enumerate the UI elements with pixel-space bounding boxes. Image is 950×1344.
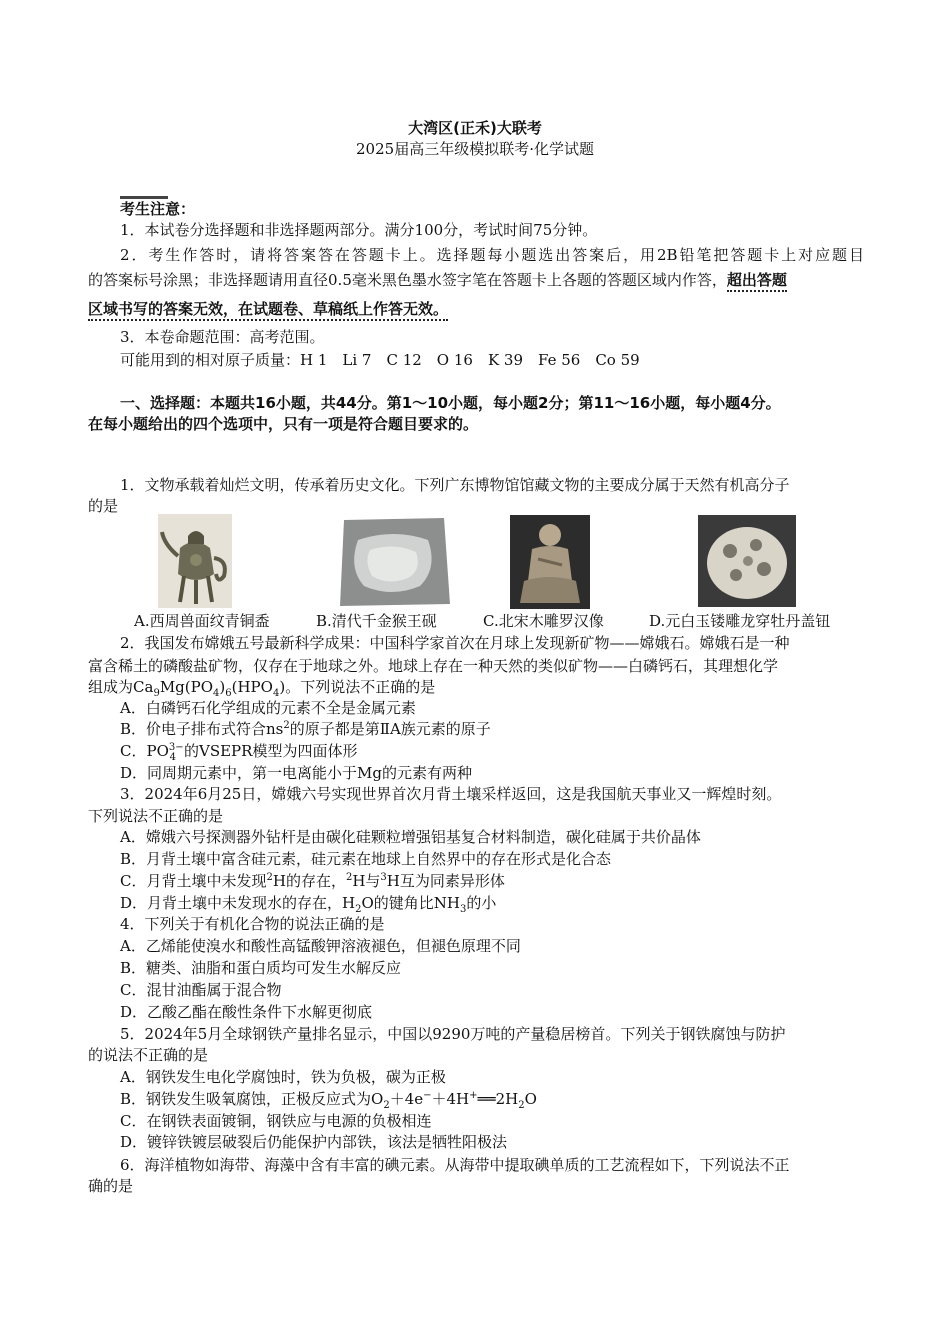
q5-b-text: B．钢铁发生吸氧腐蚀，正极反应式为O — [120, 1090, 384, 1108]
q5-option-a: A．钢铁发生电化学腐蚀时，铁为负极，碳为正极 — [120, 1068, 446, 1086]
q1-option-a: A.西周兽面纹青铜盉 — [134, 612, 270, 630]
notice-item-3: 3．本卷命题范围：高考范围。 — [120, 328, 325, 346]
notice-item-2-line-1: 2．考生作答时，请将答案答在答题卡上。选择题每小题选出答案后，用2B铅笔把答题卡上对应题目 — [120, 246, 864, 264]
q5-stem-line-1: 5．2024年5月全球钢铁产量排名显示，中国以9290万吨的产量稳居榜首。下列关于钢铁腐蚀与防护 — [120, 1025, 786, 1043]
q3-option-a: A．嫦娥六号探测器外钻杆是由碳化硅颗粒增强铝基复合材料制造，碳化硅属于共价晶体 — [120, 828, 701, 846]
q2-option-c: C．$PO^{3-}_4$ 的VSEPR模型为四面体形 — [120, 742, 358, 763]
q2-stem-line-1: 2．我国发布嫦娥五号最新科学成果：中国科学家首次在月球上发现新矿物——嫦娥石。嫦娥石是一种 — [120, 634, 790, 652]
section-heading-line-1: 一、选择题：本题共16小题，共44分。第1～10小题，每小题2分；第11～16小题，每小题4分。 — [120, 394, 781, 412]
q6-stem-line-2: 确的是 — [88, 1177, 134, 1195]
q5-option-b: B．钢铁发生吸氧腐蚀，正极反应式为$O_2+4e^-+4H^+══2H_2O$ — [120, 1090, 537, 1111]
q3-d-text-3: 的小 — [466, 894, 497, 912]
section-heading-line-2: 在每小题给出的四个选项中，只有一项是符合题目要求的。 — [88, 415, 479, 433]
q3-option-c: C．月背土壤中未发现$^2$H的存在，$^2$H与$^3$H互为同素异形体 — [120, 872, 505, 890]
notice-item-2-text: 的答案标号涂黑；非选择题请用直径0.5毫米黑色墨水签字笔在答题卡上各题的答题区域内作答， — [88, 271, 727, 289]
notice-heading: 考生注意： — [120, 200, 196, 218]
q2-option-a: A．白磷钙石化学组成的元素不全是金属元素 — [120, 699, 416, 717]
notice-item-2-line-3 — [88, 299, 448, 319]
q1-stem-line-2: 的是 — [88, 497, 119, 515]
exam-subtitle: 2025届高三年级模拟联考·化学试题 — [356, 140, 594, 158]
q2-b-text-2: 的原子都是第ⅡA族元素的原子 — [289, 720, 491, 738]
bronze-vessel-image — [158, 514, 232, 608]
q2-stem-line-3: 组成为$Ca_9Mg(PO_4)_6(HPO_4)$。下列说法不正确的是 — [88, 678, 436, 699]
q4-option-a: A．乙烯能使溴水和酸性高锰酸钾溶液褪色，但褪色原理不同 — [120, 937, 521, 955]
q1-option-c: C.北宋木雕罗汉像 — [483, 612, 604, 630]
q3-c-text-4: H互为同素异形体 — [386, 872, 505, 890]
notice-item-2-emphasis: 超出答题 — [727, 271, 787, 292]
q3-c-text: C．月背土壤中未发现 — [120, 872, 267, 890]
q1-stem-line-1: 1．文物承载着灿烂文明，传承着历史文化。下列广东博物馆馆藏文物的主要成分属于天然有机高分子 — [120, 476, 790, 494]
q2-c-text: C．PO — [120, 742, 169, 760]
q2-stem-line-2: 富含稀土的磷酸盐矿物，仅存在于地球之外。地球上存在一种天然的类似矿物——白磷钙石，其理想化学 — [88, 657, 779, 675]
q3-c-text-3: H与 — [352, 872, 381, 890]
q6-stem-line-1: 6．海洋植物如海带、海藻中含有丰富的碘元素。从海带中提取碘单质的工艺流程如下，下列说法不正 — [120, 1156, 790, 1174]
q2-b-sup: 2 — [283, 720, 290, 731]
q2-stem-text-2: 。下列说法不正确的是 — [285, 678, 436, 696]
q5-stem-line-2: 的说法不正确的是 — [88, 1046, 209, 1064]
q5-option-d: D．镀锌铁镀层破裂后仍能保护内部铁，该法是牺牲阳极法 — [120, 1133, 508, 1151]
q4-stem: 4．下列关于有机化合物的说法正确的是 — [120, 915, 385, 933]
q3-option-d: D．月背土壤中未发现水的存在，$H_2O$的键角比$NH_3$的小 — [120, 894, 497, 915]
q3-c-text-2: H的存在， — [272, 872, 346, 890]
q3-stem-line-1: 3．2024年6月25日，嫦娥六号实现世界首次月背土壤采样返回，这是我国航天事业又一辉煌时刻。 — [120, 785, 782, 803]
exam-title: 大湾区(正禾)大联考 — [408, 119, 542, 137]
q3-stem-line-2: 下列说法不正确的是 — [88, 807, 224, 825]
atomic-masses: 可能用到的相对原子质量：H 1 Li 7 C 12 O 16 K 39 Fe 56 Co 59 — [120, 351, 640, 369]
white-jade-image — [698, 515, 796, 607]
q3-d-text-2: O的键角比NH — [361, 894, 460, 912]
q2-c-text-2: 的VSEPR模型为四面体形 — [184, 742, 358, 760]
notice-item-2-line-2 — [88, 270, 864, 290]
q4-option-d: D．乙酸乙酯在酸性条件下水解更彻底 — [120, 1003, 373, 1021]
q3-option-b: B．月背土壤中富含硅元素，硅元素在地球上自然界中的存在形式是化合态 — [120, 850, 612, 868]
q4-option-c: C．混甘油酯属于混合物 — [120, 981, 282, 999]
wooden-arhat-image — [510, 515, 590, 609]
notice-item-2-emphasis-2: 区域书写的答案无效，在试题卷、草稿纸上作答无效。 — [88, 300, 448, 321]
q1-option-b: B.清代千金猴王砚 — [316, 612, 437, 630]
q4-option-b: B．糖类、油脂和蛋白质均可发生水解反应 — [120, 959, 402, 977]
q5-option-c: C．在钢铁表面镀铜，钢铁应与电源的负极相连 — [120, 1112, 432, 1130]
q2-option-b — [120, 719, 491, 739]
q2-b-text: B．价电子排布式符合ns — [120, 720, 284, 738]
q2-stem-text: 组成为 — [88, 678, 134, 696]
q3-d-text: D．月背土壤中未发现水的存在，H — [120, 894, 356, 912]
inkstone-image — [336, 516, 452, 608]
q5-b-text-2: 2H — [495, 1090, 519, 1108]
q1-option-d: D.元白玉镂雕龙穿牡丹盖钮 — [649, 612, 831, 630]
notice-item-1: 1．本试卷分选择题和非选择题两部分。满分100分，考试时间75分钟。 — [120, 221, 598, 239]
q2-option-d: D．同周期元素中，第一电离能小于Mg的元素有两种 — [120, 764, 472, 782]
